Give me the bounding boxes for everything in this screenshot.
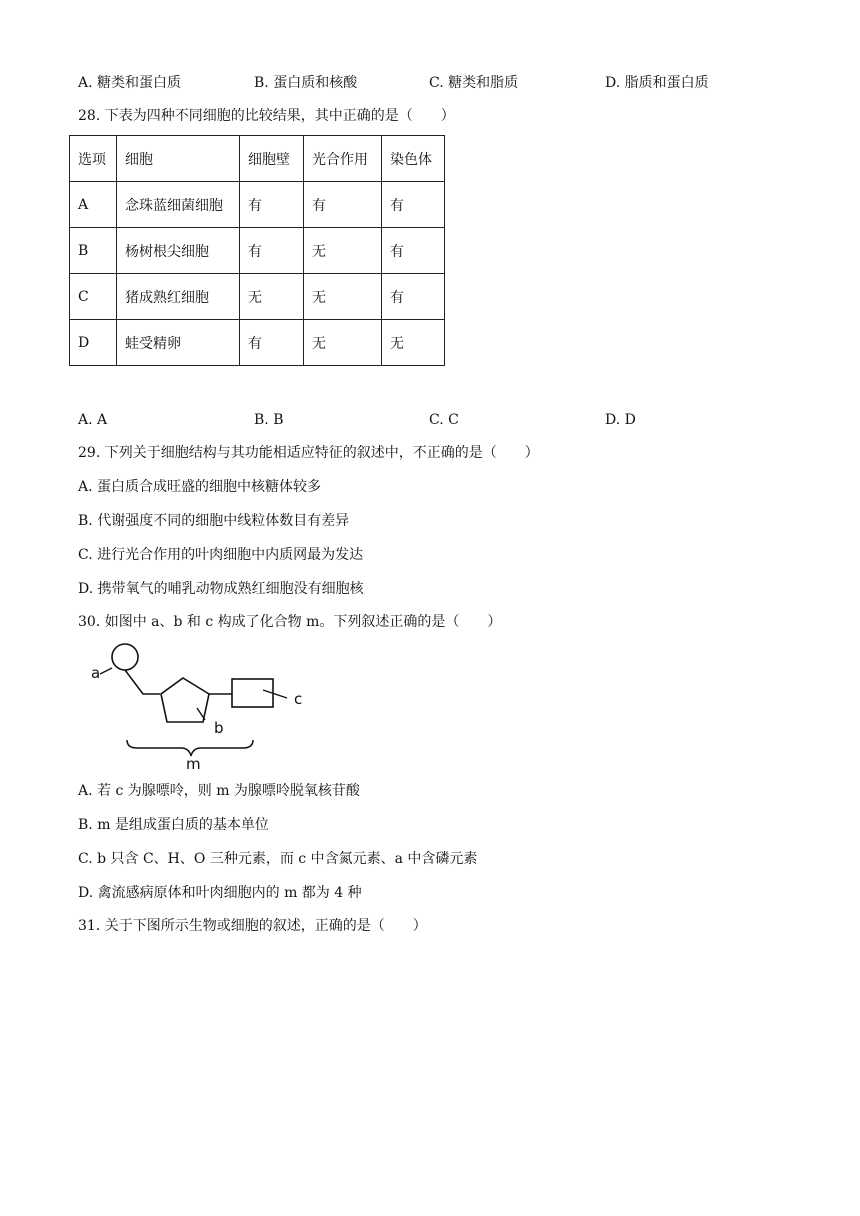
- table-cell: 有: [382, 274, 445, 320]
- table-cell: 无: [304, 228, 382, 274]
- q30-option-b: B. m 是组成蛋白质的基本单位: [78, 817, 269, 833]
- q28-stem: 28. 下表为四种不同细胞的比较结果，其中正确的是（ ）: [78, 108, 455, 124]
- nitrogenous-base: [232, 679, 273, 707]
- label-a: a: [91, 664, 101, 682]
- phosphate-circle: [112, 644, 138, 670]
- q27-option-d: D. 脂质和蛋白质: [605, 75, 709, 91]
- q28-option-b: B. B: [254, 412, 284, 428]
- table-cell: 有: [240, 182, 304, 228]
- label-c-pointer: [263, 690, 287, 698]
- table-cell: 猪成熟红细胞: [117, 274, 240, 320]
- q29-option-c: C. 进行光合作用的叶肉细胞中内质网最为发达: [78, 547, 364, 563]
- q31-stem: 31. 关于下图所示生物或细胞的叙述，正确的是（ ）: [78, 918, 427, 934]
- table-header-cell: 染色体: [382, 136, 445, 182]
- q28-option-d: D. D: [605, 412, 636, 428]
- q30-option-a: A. 若 c 为腺嘌呤，则 m 为腺嘌呤脱氧核苷酸: [78, 783, 360, 799]
- table-row: [70, 182, 445, 228]
- table-header-cell: 细胞壁: [240, 136, 304, 182]
- q27-option-b: B. 蛋白质和核酸: [254, 75, 358, 91]
- compound-brace: [127, 740, 253, 756]
- q29-stem: 29. 下列关于细胞结构与其功能相适应特征的叙述中，不正确的是（ ）: [78, 445, 539, 461]
- table-cell: 杨树根尖细胞: [117, 228, 240, 274]
- q29-option-b: B. 代谢强度不同的细胞中线粒体数目有差异: [78, 513, 350, 529]
- table-cell: 无: [304, 274, 382, 320]
- q30-option-d: D. 禽流感病原体和叶肉细胞内的 m 都为 4 种: [78, 885, 362, 901]
- q27-option-a: A. 糖类和蛋白质: [78, 75, 182, 91]
- table-row: [70, 228, 445, 274]
- table-cell: 念珠蓝细菌细胞: [117, 182, 240, 228]
- label-m: m: [186, 755, 201, 773]
- label-a-pointer: [100, 668, 112, 674]
- table-cell: C: [70, 274, 117, 320]
- table-cell: 蛙受精卵: [117, 320, 240, 366]
- table-header-cell: 光合作用: [304, 136, 382, 182]
- label-b-pointer: [197, 708, 205, 720]
- phosphate-sugar-bond: [125, 670, 160, 694]
- table-header-cell: 细胞: [117, 136, 240, 182]
- table-cell: 有: [382, 228, 445, 274]
- q27-option-c: C. 糖类和脂质: [429, 75, 519, 91]
- table-row: [70, 274, 445, 320]
- q30-stem: 30. 如图中 a、b 和 c 构成了化合物 m。下列叙述正确的是（ ）: [78, 614, 502, 630]
- q30-option-c: C. b 只含 C、H、O 三种元素，而 c 中含氮元素、a 中含磷元素: [78, 851, 478, 867]
- table-header-row: [70, 136, 445, 182]
- table-cell: 有: [240, 320, 304, 366]
- table-cell: 无: [240, 274, 304, 320]
- table-header-cell: 选项: [70, 136, 117, 182]
- table-cell: A: [70, 182, 117, 228]
- q28-option-c: C. C: [429, 412, 459, 428]
- q29-option-a: A. 蛋白质合成旺盛的细胞中核糖体较多: [78, 479, 322, 495]
- table-cell: 无: [304, 320, 382, 366]
- q29-option-d: D. 携带氧气的哺乳动物成熟红细胞没有细胞核: [78, 581, 364, 597]
- q28-option-a: A. A: [78, 412, 108, 428]
- table-cell: B: [70, 228, 117, 274]
- cell-comparison-table: [69, 135, 445, 366]
- label-c: c: [294, 690, 303, 708]
- nucleotide-diagram: [85, 638, 325, 773]
- table-row: [70, 320, 445, 366]
- table-cell: D: [70, 320, 117, 366]
- label-b: b: [214, 719, 224, 737]
- table-cell: 有: [382, 182, 445, 228]
- table-cell: 无: [382, 320, 445, 366]
- table-cell: 有: [304, 182, 382, 228]
- table-cell: 有: [240, 228, 304, 274]
